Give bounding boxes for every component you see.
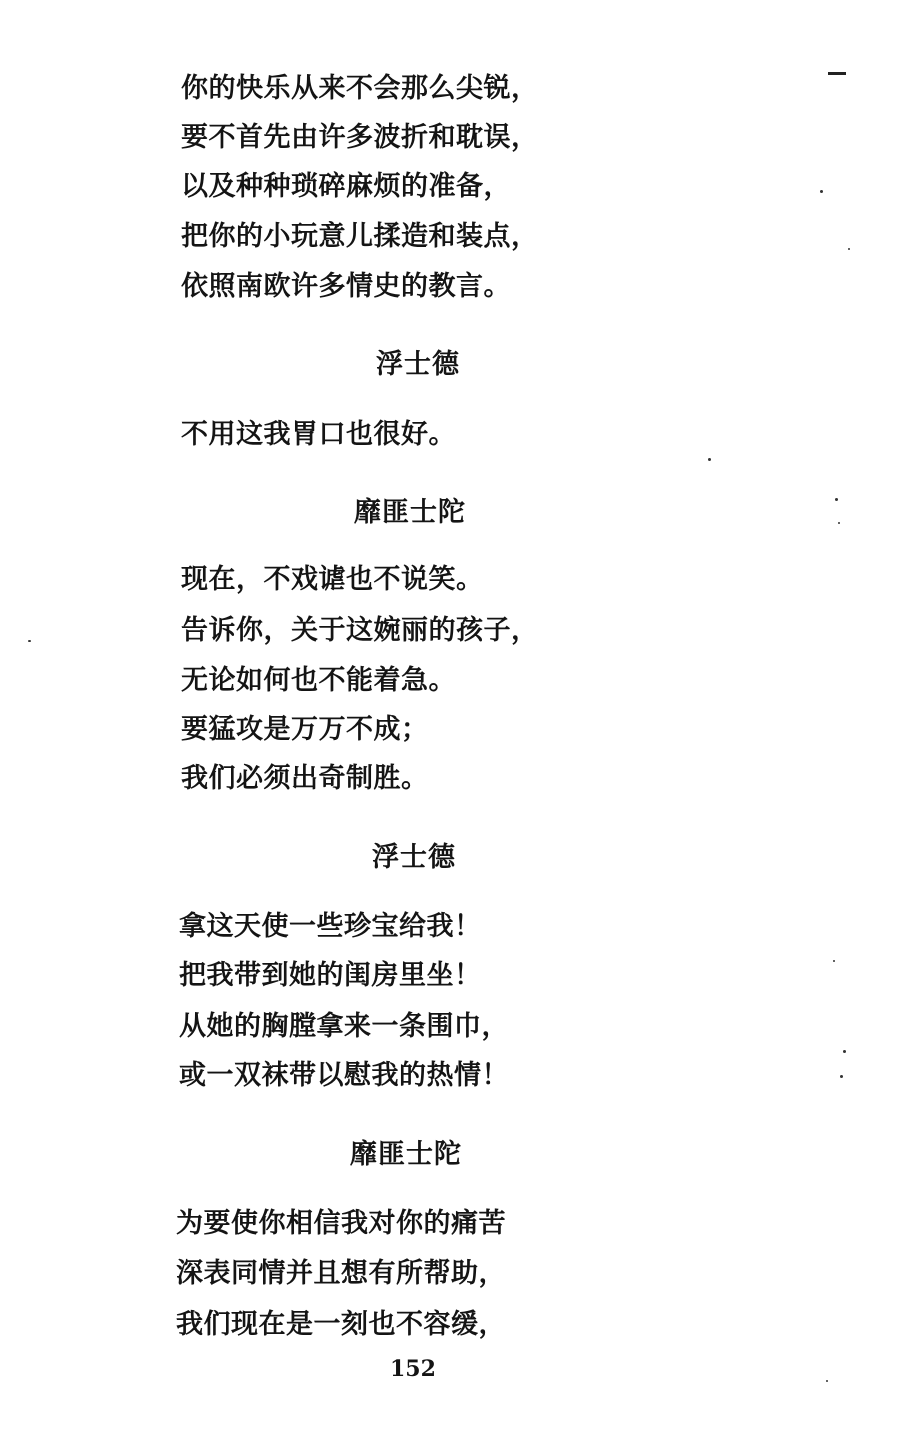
verse-line: 无论如何也不能着急。 xyxy=(181,665,456,696)
verse-line: 或一双袜带以慰我的热情！ xyxy=(179,1060,509,1091)
verse-line: 现在，不戏谑也不说笑。 xyxy=(181,564,484,595)
scan-speck xyxy=(820,190,823,193)
verse-line: 从她的胸膛拿来一条围巾， xyxy=(179,1011,509,1042)
verse-line: 我们现在是一刻也不容缓， xyxy=(176,1309,506,1340)
scan-speck xyxy=(833,960,835,962)
verse-line: 你的快乐从来不会那么尖锐， xyxy=(181,73,539,104)
verse-line: 深表同情并且想有所帮助， xyxy=(176,1258,506,1289)
verse-line: 我们必须出奇制胜。 xyxy=(181,763,429,794)
scan-speck xyxy=(848,248,850,250)
verse-line: 告诉你，关于这婉丽的孩子， xyxy=(181,615,539,646)
speaker-name: 浮士德 xyxy=(376,349,460,380)
verse-line: 依照南欧许多情史的教言。 xyxy=(181,271,511,302)
scan-speck xyxy=(708,458,711,461)
speaker-name: 靡匪士陀 xyxy=(350,1139,462,1170)
verse-line: 把我带到她的闺房里坐！ xyxy=(179,960,482,991)
scan-speck xyxy=(838,522,840,524)
scan-speck xyxy=(840,1075,843,1078)
speaker-name: 浮士德 xyxy=(372,842,456,873)
scan-speck xyxy=(835,498,838,501)
scan-speck xyxy=(843,1050,846,1053)
verse-line: 不用这我胃口也很好。 xyxy=(181,419,456,450)
verse-line: 要不首先由许多波折和耽误， xyxy=(181,122,539,153)
scan-mark xyxy=(828,72,846,75)
scan-speck xyxy=(826,1380,828,1382)
verse-line: 要猛攻是万万不成； xyxy=(181,714,429,745)
page-number: 152 xyxy=(390,1356,436,1382)
verse-line: 把你的小玩意儿揉造和装点， xyxy=(181,221,539,252)
verse-line: 以及种种琐碎麻烦的准备， xyxy=(181,171,511,202)
verse-line: 拿这天使一些珍宝给我！ xyxy=(179,911,482,942)
verse-line: 为要使你相信我对你的痛苦 xyxy=(176,1208,506,1239)
speaker-name: 靡匪士陀 xyxy=(354,497,466,528)
scan-speck xyxy=(28,640,31,642)
